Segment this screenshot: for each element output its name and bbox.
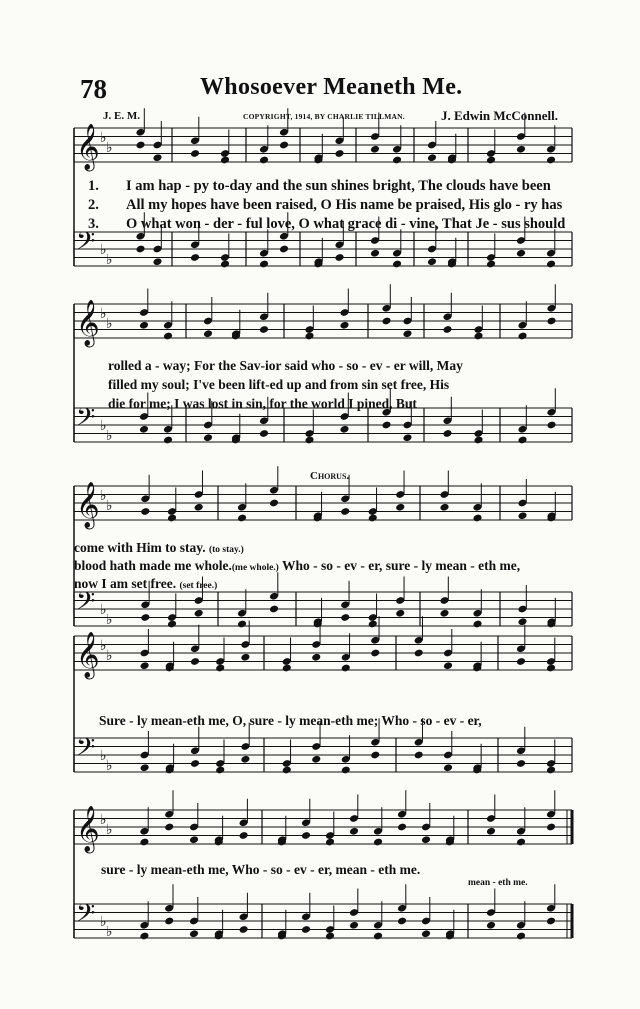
key-signature-flat: ♭ (106, 140, 113, 156)
key-signature-flat: ♭ (106, 758, 113, 774)
note-head (349, 827, 359, 836)
bass-clef: 𝄢 (76, 899, 96, 934)
note-head (516, 838, 526, 847)
note-head (269, 605, 279, 614)
note-head (486, 827, 496, 836)
bass-clef: 𝄢 (76, 403, 96, 438)
key-signature-flat: ♭ (100, 488, 107, 504)
note-head (395, 609, 405, 618)
note-head (402, 433, 412, 442)
note-head (373, 932, 383, 941)
note-head (368, 620, 378, 629)
note-head (340, 613, 350, 622)
note-head (370, 145, 380, 154)
note-head (220, 260, 230, 269)
note-head (516, 145, 526, 154)
note-head (516, 932, 526, 941)
note-head (215, 664, 225, 673)
hymn-title: Whosoever Meaneth Me. (200, 74, 463, 100)
verse-3-line-3: now I am set free. (set free.) (74, 576, 218, 591)
chorus-line-2: Sure - ly mean-eth me, O, sure - ly mean-eth me; Who - so - ev - er, (99, 713, 482, 728)
note-head (325, 932, 335, 941)
note-head (517, 332, 527, 341)
bass-clef: 𝄢 (76, 733, 96, 768)
note-head (414, 751, 424, 760)
note-head (304, 332, 314, 341)
key-signature-flat: ♭ (100, 748, 107, 764)
verse-1-line-1: 1. I am hap - py to-day and the sun shines bright, The clouds have been (88, 178, 551, 194)
treble-clef: 𝄞 (76, 124, 100, 170)
note-head (311, 653, 321, 662)
note-head (349, 921, 359, 930)
treble-clef: 𝄞 (76, 632, 100, 678)
note-head (373, 838, 383, 847)
treble-clef: 𝄞 (76, 482, 100, 528)
key-signature-flat: ♭ (106, 924, 113, 940)
note-head (189, 835, 199, 844)
note-head (259, 325, 269, 334)
note-head (240, 653, 250, 662)
note-head (421, 835, 431, 844)
note-head (517, 511, 527, 520)
note-head (139, 425, 149, 434)
verse-2-line-3: blood hath made me whole.(me whole.) Who - so - ev - er, sure - ly mean - eth me, (74, 558, 521, 573)
note-head (397, 917, 407, 926)
note-head (516, 249, 526, 258)
note-head (546, 421, 556, 430)
note-head (395, 503, 405, 512)
note-head (282, 664, 292, 673)
note-head (392, 156, 402, 165)
note-head (203, 329, 213, 338)
note-head (240, 755, 250, 764)
key-signature-flat: ♭ (106, 252, 113, 268)
note-head (279, 245, 289, 254)
key-signature-flat: ♭ (100, 130, 107, 146)
chorus-line-3: sure - ly mean-eth me, Who - so - ev - er, mean - eth me. (101, 862, 421, 877)
note-head (140, 763, 150, 772)
note-head (190, 253, 200, 262)
key-signature-flat: ♭ (106, 612, 113, 628)
note-head (135, 141, 145, 150)
note-head (304, 436, 314, 445)
note-head (220, 156, 230, 165)
note-head (139, 321, 149, 330)
note-head (486, 921, 496, 930)
note-head (414, 649, 424, 658)
note-head (486, 156, 496, 165)
composer-credit: J. Edwin McConnell. (441, 108, 559, 123)
note-head (370, 751, 380, 760)
note-head (472, 514, 482, 523)
key-signature-flat: ♭ (100, 242, 107, 258)
chorus-label: Chorus. (310, 470, 350, 482)
note-head (269, 499, 279, 508)
note-head (546, 823, 556, 832)
note-head (163, 332, 173, 341)
verse-1-line-2: rolled a - way; For the Sav-ior said who - so - ev - er will, May (108, 358, 463, 373)
key-signature-flat: ♭ (100, 306, 107, 322)
note-head (421, 929, 431, 938)
note-head (439, 503, 449, 512)
chorus-echo: mean - eth me. (468, 878, 528, 888)
note-head (237, 514, 247, 523)
note-head (517, 436, 527, 445)
note-head (341, 766, 351, 775)
note-head (190, 149, 200, 158)
note-head (439, 609, 449, 618)
note-head (301, 831, 311, 840)
note-head (325, 838, 335, 847)
note-head (427, 153, 437, 162)
key-signature-flat: ♭ (106, 316, 113, 332)
note-head (279, 141, 289, 150)
note-head (341, 664, 351, 673)
key-signature-flat: ♭ (106, 648, 113, 664)
note-head (164, 823, 174, 832)
note-head (301, 925, 311, 934)
bass-clef: 𝄢 (76, 587, 96, 622)
note-head (239, 831, 249, 840)
note-head (442, 429, 452, 438)
note-head (259, 156, 269, 165)
note-head (135, 245, 145, 254)
copyright-notice: COPYRIGHT, 1914, BY CHARLIE TILLMAN. (243, 112, 405, 121)
note-head (392, 260, 402, 269)
note-head (368, 514, 378, 523)
note-head (152, 153, 162, 162)
key-signature-flat: ♭ (100, 418, 107, 434)
note-head (139, 838, 149, 847)
verse-3-line-2: die for me; I was lost in sin, for the world I pined, But (108, 396, 417, 411)
note-head (190, 759, 200, 768)
verse-2-line-1: 2. All my hopes have been raised, O His name be praised, His glo - ry has (88, 197, 563, 213)
note-head (194, 609, 204, 618)
note-head (167, 514, 177, 523)
key-signature-flat: ♭ (100, 914, 107, 930)
note-head (259, 260, 269, 269)
note-head (402, 329, 412, 338)
note-head (546, 156, 556, 165)
note-head (473, 436, 483, 445)
note-head (339, 321, 349, 330)
note-head (167, 620, 177, 629)
note-head (152, 257, 162, 266)
treble-clef: 𝄞 (76, 300, 100, 346)
note-head (370, 649, 380, 658)
note-head (259, 429, 269, 438)
note-head (546, 917, 556, 926)
note-head (443, 763, 453, 772)
note-head (140, 613, 150, 622)
note-head (237, 620, 247, 629)
note-head (190, 657, 200, 666)
bass-clef: 𝄢 (76, 227, 96, 262)
note-head (546, 664, 556, 673)
key-signature-flat: ♭ (106, 428, 113, 444)
treble-clef: 𝄞 (76, 806, 100, 852)
key-signature-flat: ♭ (100, 812, 107, 828)
note-head (189, 929, 199, 938)
note-head (370, 249, 380, 258)
note-head (311, 755, 321, 764)
note-head (473, 332, 483, 341)
note-head (215, 766, 225, 775)
key-signature-flat: ♭ (100, 638, 107, 654)
note-head (139, 932, 149, 941)
note-head (516, 657, 526, 666)
note-head (546, 766, 556, 775)
note-head (546, 317, 556, 326)
note-head (339, 425, 349, 434)
key-signature-flat: ♭ (106, 822, 113, 838)
note-head (334, 253, 344, 262)
verse-3-line-1: 3. O what won - der - ful love, O what grace di - vine, That Je - sus should (88, 216, 566, 232)
note-head (442, 325, 452, 334)
verse-1-line-3: come with Him to stay. (to stay.) (74, 540, 244, 555)
note-head (334, 149, 344, 158)
key-signature-flat: ♭ (100, 602, 107, 618)
note-head (203, 433, 213, 442)
note-head (239, 925, 249, 934)
note-head (486, 260, 496, 269)
note-head (140, 507, 150, 516)
note-head (546, 260, 556, 269)
note-head (381, 421, 391, 430)
note-head (517, 617, 527, 626)
note-head (397, 823, 407, 832)
note-head (194, 503, 204, 512)
note-head (472, 620, 482, 629)
note-head (164, 917, 174, 926)
note-head (340, 507, 350, 516)
page-number: 78 (80, 74, 107, 104)
note-head (140, 661, 150, 670)
note-head (163, 436, 173, 445)
note-head (381, 317, 391, 326)
note-head (427, 257, 437, 266)
verse-2-line-2: filled my soul; I've been lift-ed up and from sin set free, His (108, 377, 450, 392)
key-signature-flat: ♭ (106, 498, 113, 514)
note-head (516, 759, 526, 768)
lyricist-credit: J. E. M. (103, 110, 140, 122)
note-head (282, 766, 292, 775)
note-head (443, 661, 453, 670)
